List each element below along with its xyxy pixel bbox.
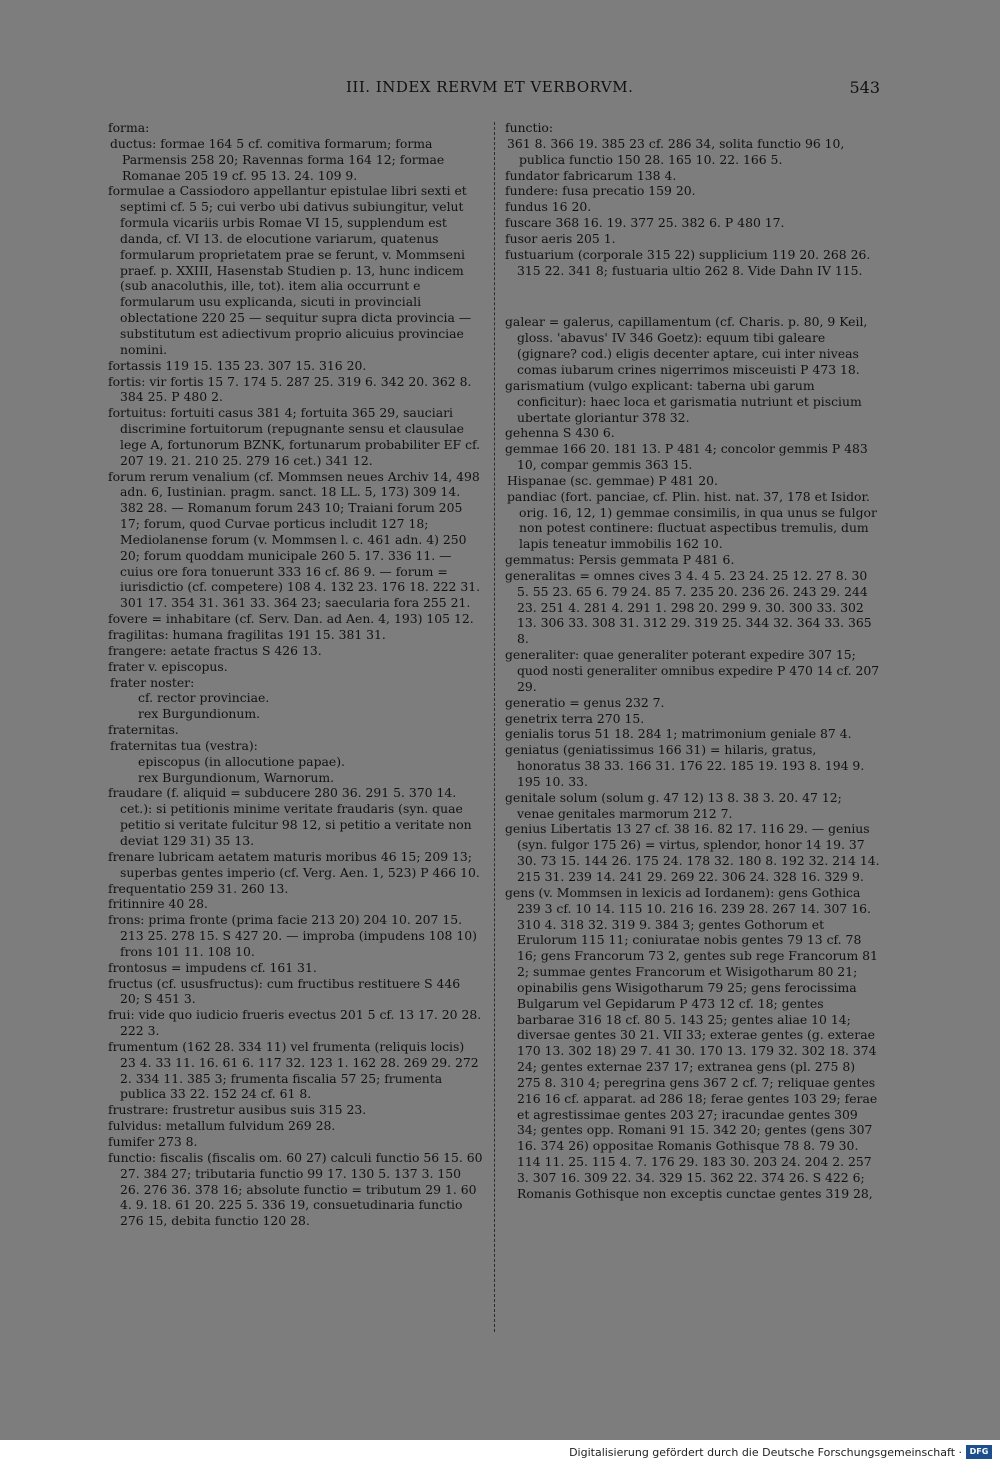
index-entry: frequentatio 259 31. 260 13.: [108, 880, 289, 896]
section-gap: [505, 278, 880, 314]
index-subentry: episcopus (in allocutione papae).: [138, 753, 345, 769]
index-subentry: 361 8. 366 19. 385 23 cf. 286 34, solita functio 96 10, publica functio 150 28. 165 10. 22. 166 5.: [507, 135, 845, 167]
index-entry: genius Libertatis 13 27 cf. 38 16. 82 17. 116 29. — genius (syn. fulgor 175 26) = virtus, splendor, honor 14 19. 37 30. 73 15. 144 26. 175 24. 178 32. 180 8. 192 32. 214 14. 215 31. 239 14. 241 29. 269 22. 306 24. 328 16. 329 9.: [505, 821, 880, 884]
index-entry: genialis torus 51 18. 284 1; matrimonium geniale 87 4.: [505, 726, 852, 742]
index-subentry: cf. rector provinciae.: [138, 690, 270, 706]
footer-bar: [0, 1440, 1000, 1464]
index-subentry: rex Burgundionum, Warnorum.: [138, 769, 335, 785]
index-entry: fragilitas: humana fragilitas 191 15. 381 31.: [108, 627, 386, 642]
index-entry: frons: prima fronte (prima facie 213 20) 204 10. 207 15. 213 25. 278 15. S 427 20. — improba (impudens 108 10) frons 101 11. 108 10.: [108, 912, 477, 959]
right-column: [505, 120, 880, 1202]
left-column: [108, 120, 483, 1229]
page-number: 543: [849, 78, 880, 97]
index-entry: geniatus (geniatissimus 166 31) = hilaris, gratus, honoratus 38 33. 166 31. 176 22. 185 19. 193 8. 194 9. 195 10. 33.: [505, 742, 865, 789]
index-entry: galear = galerus, capillamentum (cf. Charis. p. 80, 9 Keil, gloss. 'abavus' IV 346 Goetz): equum tibi galeare (gignare? cod.) eligis decenter aptare, cui inter niveas comas iubarum crines nigerrimos misceuisti P 473 18.: [505, 314, 868, 377]
index-entry: formulae a Cassiodoro appellantur epistulae libri sexti et septimi cf. 5 5; cui verbo ubi dativus subiungitur, velut formula vicariis urbis Romae VI 15, supplendum est danda, cf. VI 13. de elocutione variarum, quatenus formularum proprietatem prae se ferunt, v. Mommseni praef. p. XXIII, Hasenstab Studien p. 13, hunc indicem (sub anacoluthis, ille, tot). item alia occurrunt e formularum usu explicanda, sicuti in provinciali oblectatione 220 25 — sequitur supra dicta provincia — substitutum est adiectivum proprio alicuius provinciae nomini.: [108, 183, 472, 357]
funding-note: Digitalisierung gefördert durch die Deutsche Forschungsgemeinschaft ·: [569, 1446, 962, 1459]
index-entry: gemmae 166 20. 181 13. P 481 4; concolor gemmis P 483 10, compar gemmis 363 15.: [505, 441, 868, 473]
index-entry: fraternitas.: [108, 722, 179, 738]
index-entry: fritinnire 40 28.: [108, 896, 208, 912]
index-entry: fuscare 368 16. 19. 377 25. 382 6. P 480 17.: [505, 215, 785, 231]
index-entry: frenare lubricam aetatem maturis moribus 46 15; 209 13; superbas gentes imperio (cf. Verg. Aen. 1, 523) P 466 10.: [108, 848, 480, 880]
index-entry: generaliter: quae generaliter poterant expedire 307 15; quod nosti generaliter omnibus expedire P 470 14 cf. 207 29.: [505, 647, 880, 694]
index-subentry: fraternitas tua (vestra):: [110, 737, 258, 753]
index-subentry: frater noster:: [110, 674, 195, 690]
index-entry: generalitas = omnes cives 3 4. 4 5. 23 24. 25 12. 27 8. 30 5. 55 23. 65 6. 79 24. 85 7. 235 20. 236 26. 243 29. 244 23. 251 4. 281 4. 291 1. 298 20. 299 9. 30. 300 33. 302 13. 306 33. 308 31. 312 29. 319 25. 344 32. 364 33. 365 8.: [505, 567, 872, 647]
index-subentry: Hispanae (sc. gemmae) P 481 20.: [507, 472, 718, 488]
index-entry: frustrare: frustretur ausibus suis 315 23.: [108, 1102, 367, 1118]
index-entry: fraudare (f. aliquid = subducere 280 36. 291 5. 370 14. cet.): si petitionis minime veritate fraudaris (syn. quae petitio si veritate fulcitur 98 12, si petitio a veritate non deviat 129 31) 35 13.: [108, 785, 472, 848]
index-entry: gemmatus: Persis gemmata P 481 6.: [505, 552, 735, 568]
index-entry: frangere: aetate fractus S 426 13.: [108, 642, 322, 658]
index-entry: functio:: [505, 120, 554, 135]
index-entry: fortassis 119 15. 135 23. 307 15. 316 20.: [108, 357, 367, 373]
index-entry: fustuarium (corporale 315 22) supplicium 119 20. 268 26. 315 22. 341 8; fustuaria ultio 262 8. Vide Dahn IV 115.: [505, 246, 871, 278]
index-entry: fovere = inhabitare (cf. Serv. Dan. ad Aen. 4, 193) 105 12.: [108, 611, 474, 627]
index-subentry: ductus: formae 164 5 cf. comitiva formarum; forma Parmensis 258 20; Ravennas forma 164 12; formae Romanae 205 19 cf. 95 13. 24. 109 9.: [110, 135, 445, 183]
index-entry: fructus (cf. ususfructus): cum fructibus restituere S 446 20; S 451 3.: [108, 975, 461, 1007]
index-entry: fulvidus: metallum fulvidum 269 28.: [108, 1118, 336, 1134]
index-entry: generatio = genus 232 7.: [505, 694, 665, 710]
index-entry: genitale solum (solum g. 47 12) 13 8. 38 3. 20. 47 12; venae genitales marmorum 212 7.: [505, 789, 842, 821]
index-entry: frater v. episcopus.: [108, 658, 228, 674]
index-subentry: pandiac (fort. panciae, cf. Plin. hist. nat. 37, 178 et Isidor. orig. 16, 12, 1) gemmae consimilis, in qua unus se fulgor non potest continere: fluctuat aspectibus tremulis, dum lapis teneatur immobilis 162 10.: [507, 488, 877, 552]
index-entry: forma:: [108, 120, 150, 135]
index-entry: functio: fiscalis (fiscalis om. 60 27) calculi functio 56 15. 60 27. 384 27; tributaria functio 99 17. 130 5. 137 3. 150 26. 276 36. 378 16; absolute functio = tributum 29 1. 60 4. 9. 18. 61 20. 225 5. 336 19, consuetudinaria functio 276 15, debita functio 120 28.: [108, 1149, 483, 1229]
index-entry: frumentum (162 28. 334 11) vel frumenta (reliquis locis) 23 4. 33 11. 16. 61 6. 117 32. 123 1. 162 28. 269 29. 272 2. 334 11. 385 3; frumenta fiscalia 57 25; frumenta publica 33 22. 152 24 cf. 61 8.: [108, 1038, 479, 1102]
dfg-logo: DFG: [966, 1445, 992, 1459]
index-entry: gens (v. Mommsen in lexicis ad Iordanem): gens Gothica 239 3 cf. 10 14. 115 10. 216 16. 239 28. 267 14. 307 16. 310 4. 318 32. 319 9. 384 3; gentes Gothorum et Erulorum 115 11; coniuratae nobis gentes 79 13 cf. 78 16; gens Francorum 73 2, gentes sub rege Francorum 81 2; summae gentes Francorum et Wisigotharum 80 21; opinabilis gens Wisigotharum 79 25; gens ferocissima Bulgarum vel Gepidarum P 473 12 cf. 18; gentes barbarae 316 18 cf. 80 5. 143 25; gentes aliae 10 14; diversae gentes 30 21. VII 33; exterae gentes (g. exterae 170 13. 302 18) 29 7. 41 30. 170 13. 179 32. 302 18. 374 24; gentes externae 237 17; extranea gens (pl. 275 8) 275 8. 310 4; peregrina gens 367 2 cf. 7; reliquae gentes 216 16 cf. apparat. ad 286 18; ferae gentes 103 29; ferae et agrestissimae gentes 203 27; iracundae gentes 309 34; gentes opp. Romani 91 15. 342 20; gentes (gens 307 16. 374 26) oppositae Romanis Gothisque 78 8. 79 30. 114 11. 25. 115 4. 7. 176 29. 183 30. 203 24. 204 2. 257 3. 307 16. 309 22. 34. 329 15. 362 22. 374 26. S 422 6; Romanis Gothisque non exceptis cunctae gentes 319 28,: [505, 884, 878, 1201]
index-entry: fundator fabricarum 138 4.: [505, 167, 677, 183]
index-entry: frontosus = impudens cf. 161 31.: [108, 959, 317, 975]
index-entry: garismatium (vulgo explicant: taberna ubi garum conficitur): haec loca et garismatia nutriunt et piscium ubertate gloriantur 378 32.: [505, 377, 862, 425]
index-entry: fundus 16 20.: [505, 199, 592, 215]
index-subentry: rex Burgundionum.: [138, 706, 261, 722]
column-divider: [494, 122, 495, 1332]
running-header: [110, 78, 880, 102]
index-entry: frui: vide quo iudicio frueris evectus 201 5 cf. 13 17. 20 28. 222 3.: [108, 1007, 482, 1039]
header-title: III. INDEX RERVM ET VERBORVM.: [346, 78, 634, 96]
index-entry: gehenna S 430 6.: [505, 425, 615, 441]
index-entry: fortis: vir fortis 15 7. 174 5. 287 25. 319 6. 342 20. 362 8. 384 25. P 480 2.: [108, 373, 472, 405]
index-entry: genetrix terra 270 15.: [505, 710, 645, 726]
index-entry: fusor aeris 205 1.: [505, 230, 616, 246]
index-entry: forum rerum venalium (cf. Mommsen neues Archiv 14, 498 adn. 6, Iustinian. pragm. sanct. 18 LL. 5, 173) 309 14. 382 28. — Romanum forum 243 10; Traiani forum 205 17; forum, quod Curvae porticus includit 127 18; Mediolanense forum (v. Mommsen l. c. 461 adn. 4) 250 20; forum quoddam municipale 260 5. 17. 336 11. — cuius ore fora tonuerunt 333 16 cf. 86 9. — forum = iurisdictio (cf. competere) 108 4. 132 23. 176 18. 222 31. 301 17. 354 31. 361 33. 364 23; saecularia fora 255 21.: [108, 468, 481, 611]
index-entry: fundere: fusa precatio 159 20.: [505, 183, 696, 199]
index-entry: fortuitus: fortuiti casus 381 4; fortuita 365 29, sauciari discrimine fortuitorum (repugnante sensu et clausulae lege A, fortunorum BZNK, fortunarum probabiliter EF cf. 207 19. 21. 210 25. 279 16 cet.) 341 12.: [108, 405, 481, 468]
index-entry: fumifer 273 8.: [108, 1134, 198, 1149]
